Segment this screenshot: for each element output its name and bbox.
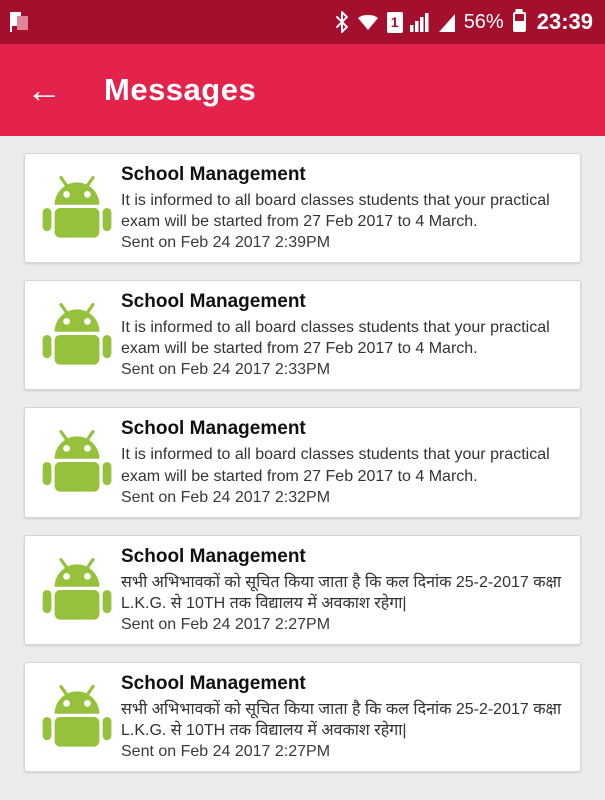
android-robot-icon xyxy=(33,544,121,634)
message-sent-time: Sent on Feb 24 2017 2:33PM xyxy=(121,361,331,379)
message-card[interactable] xyxy=(24,662,581,772)
message-body: It is informed to all board classes students that your practical exam will be started from 27 Feb 2017 to 4 March. xyxy=(121,446,550,485)
wifi-icon xyxy=(356,12,380,32)
bluetooth-icon xyxy=(335,11,349,33)
back-arrow-icon[interactable]: ← xyxy=(26,69,62,110)
message-card[interactable] xyxy=(24,535,581,645)
message-body: It is informed to all board classes students that your practical exam will be started from 27 Feb 2017 to 4 March. xyxy=(121,192,550,231)
signal-bars-icon xyxy=(410,12,430,32)
message-title: School Management xyxy=(121,672,306,694)
network-signal-icon xyxy=(437,12,457,32)
status-time: 23:39 xyxy=(536,9,593,34)
message-content xyxy=(121,289,568,379)
message-card[interactable] xyxy=(24,280,581,390)
message-title: School Management xyxy=(121,291,306,313)
status-bar xyxy=(0,0,605,44)
message-sent-time: Sent on Feb 24 2017 2:27PM xyxy=(121,615,331,633)
battery-icon xyxy=(513,12,526,32)
message-title: School Management xyxy=(121,545,306,567)
message-sent-time: Sent on Feb 24 2017 2:27PM xyxy=(121,743,331,761)
app-bar xyxy=(0,44,605,136)
message-list xyxy=(0,136,605,789)
message-card[interactable] xyxy=(24,407,581,517)
message-content xyxy=(121,162,568,252)
message-content xyxy=(121,416,568,506)
android-robot-icon xyxy=(33,416,121,506)
message-title: School Management xyxy=(121,164,306,185)
message-body: It is informed to all board classes students that your practical exam will be started from 27 Feb 2017 to 4 March. xyxy=(121,319,550,358)
page-title: Messages xyxy=(104,72,257,107)
message-content xyxy=(121,671,568,761)
message-sent-time: Sent on Feb 24 2017 2:39PM xyxy=(121,234,331,252)
android-robot-icon xyxy=(33,671,121,761)
message-content xyxy=(121,544,568,634)
message-body: सभी अभिभावकों को सूचित किया जाता है कि कल दिनांक 25-2-2017 कक्षा L.K.G. से 10TH तक विद्यालय में अवकाश रहेगा| xyxy=(121,700,562,739)
message-title: School Management xyxy=(121,418,306,440)
android-robot-icon xyxy=(33,162,121,252)
message-card[interactable] xyxy=(24,153,581,263)
sim-icon: 1 xyxy=(387,12,403,33)
flag-notification-icon xyxy=(8,10,30,34)
battery-percent: 56% xyxy=(463,10,504,33)
message-sent-time: Sent on Feb 24 2017 2:32PM xyxy=(121,488,331,506)
message-body: सभी अभिभावकों को सूचित किया जाता है कि कल दिनांक 25-2-2017 कक्षा L.K.G. से 10TH तक विद्यालय में अवकाश रहेगा| xyxy=(121,573,562,612)
android-robot-icon xyxy=(33,289,121,379)
